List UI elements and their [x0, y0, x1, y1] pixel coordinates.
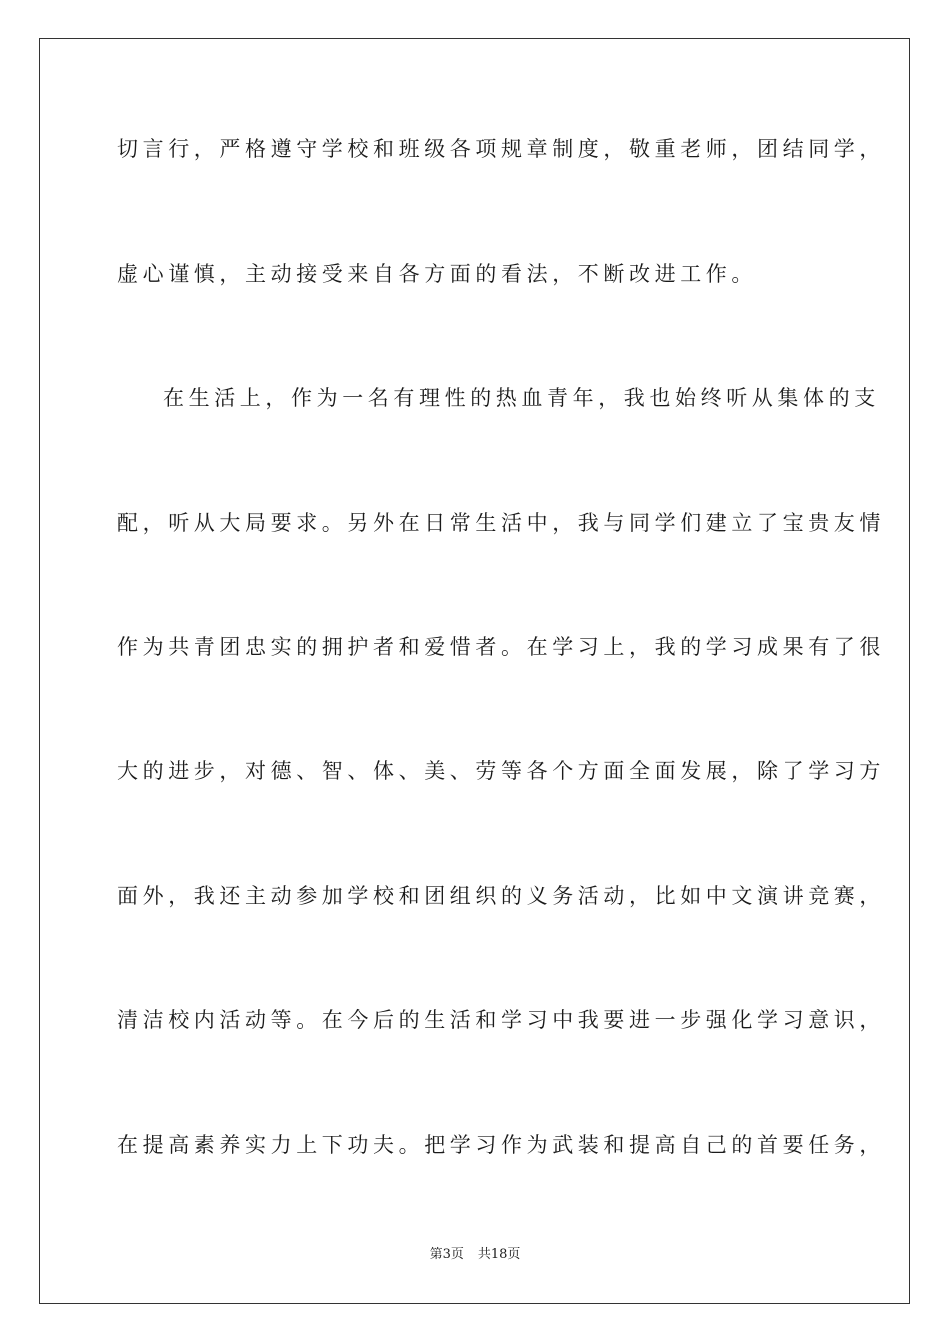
body-text-line-4: 配，听从大局要求。另外在日常生活中，我与同学们建立了宝贵友情 — [117, 511, 885, 535]
body-text-line-2: 虚心谨慎，主动接受来自各方面的看法，不断改进工作。 — [117, 262, 757, 286]
body-text-line-3: 在生活上，作为一名有理性的热血青年，我也始终听从集体的支 — [163, 386, 880, 410]
page-border — [39, 38, 910, 1304]
body-text-line-7: 面外，我还主动参加学校和团组织的义务活动，比如中文演讲竞赛， — [117, 884, 885, 908]
body-text-line-6: 大的进步，对德、智、体、美、劳等各个方面全面发展，除了学习方 — [117, 759, 885, 783]
page-number-total: 共18页 — [477, 1247, 521, 1262]
body-text-line-9: 在提高素养实力上下功夫。把学习作为武装和提高自己的首要任务， — [117, 1133, 885, 1157]
body-text-line-5: 作为共青团忠实的拥护者和爱惜者。在学习上，我的学习成果有了很 — [117, 635, 885, 659]
body-text-line-1: 切言行，严格遵守学校和班级各项规章制度，敬重老师，团结同学， — [117, 137, 885, 161]
page-footer — [0, 1246, 950, 1264]
page-number-current: 第3页 — [429, 1247, 464, 1262]
body-text-line-8: 清洁校内活动等。在今后的生活和学习中我要进一步强化学习意识， — [117, 1008, 885, 1032]
